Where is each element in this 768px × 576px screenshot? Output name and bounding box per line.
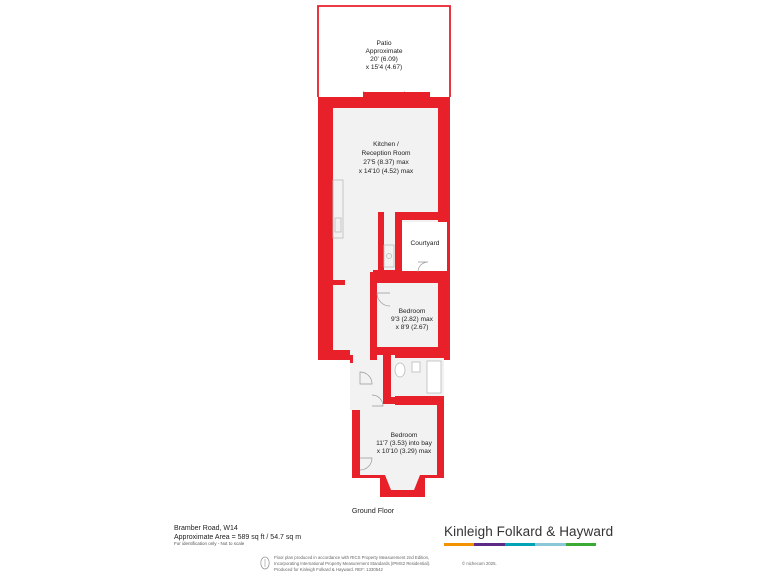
- brand-bar: [505, 543, 535, 546]
- address-line: Bramber Road, W14: [174, 525, 238, 532]
- disclaimer-line: Floor plan produced in accordance with RICS Property Measurement 2nd Edition,: [274, 555, 430, 560]
- courtyard-label: Courtyard: [410, 240, 440, 247]
- brand-bar: [566, 543, 596, 546]
- brand-bar: [444, 543, 474, 546]
- bay-floor: [385, 475, 420, 490]
- bedroom1-label: Bedroom 9'3 (2.82) max x 8'9 (2.67): [391, 308, 433, 331]
- property-address: [174, 524, 301, 542]
- rics-seal-icon: [260, 556, 270, 570]
- scale-note: For identification only - Not to scale: [174, 541, 245, 546]
- copyright: © nichecom 2025.: [462, 561, 497, 566]
- patio-label: Patio Approximate 20' (6.09) x 15'4 (4.67): [365, 40, 403, 71]
- bedroom2-label: Bedroom 11'7 (3.53) into bay x 10'10 (3.29) max: [376, 432, 432, 455]
- disclaimer: [274, 555, 430, 573]
- brand-color-bars: [444, 543, 596, 546]
- area-line: Approximate Area = 589 sq ft / 54.7 sq m: [174, 534, 302, 541]
- disclaimer-line: Produced for Kinleigh Folkard & Hayward. REF: 1330542: [274, 567, 383, 572]
- floor-label: Ground Floor: [351, 506, 395, 515]
- agency-logo: Kinleigh Folkard & Hayward: [444, 524, 614, 539]
- kitchen-label: Kitchen / Reception Room 27'5 (8.37) max x 14'10 (4.52) max: [358, 141, 414, 175]
- disclaimer-line: Incorporating International Property Measurement Standards (IPMS2 Residential).: [274, 561, 431, 566]
- brand-bar: [535, 543, 565, 546]
- brand-bar: [474, 543, 504, 546]
- bedroom1-floor: [377, 283, 438, 347]
